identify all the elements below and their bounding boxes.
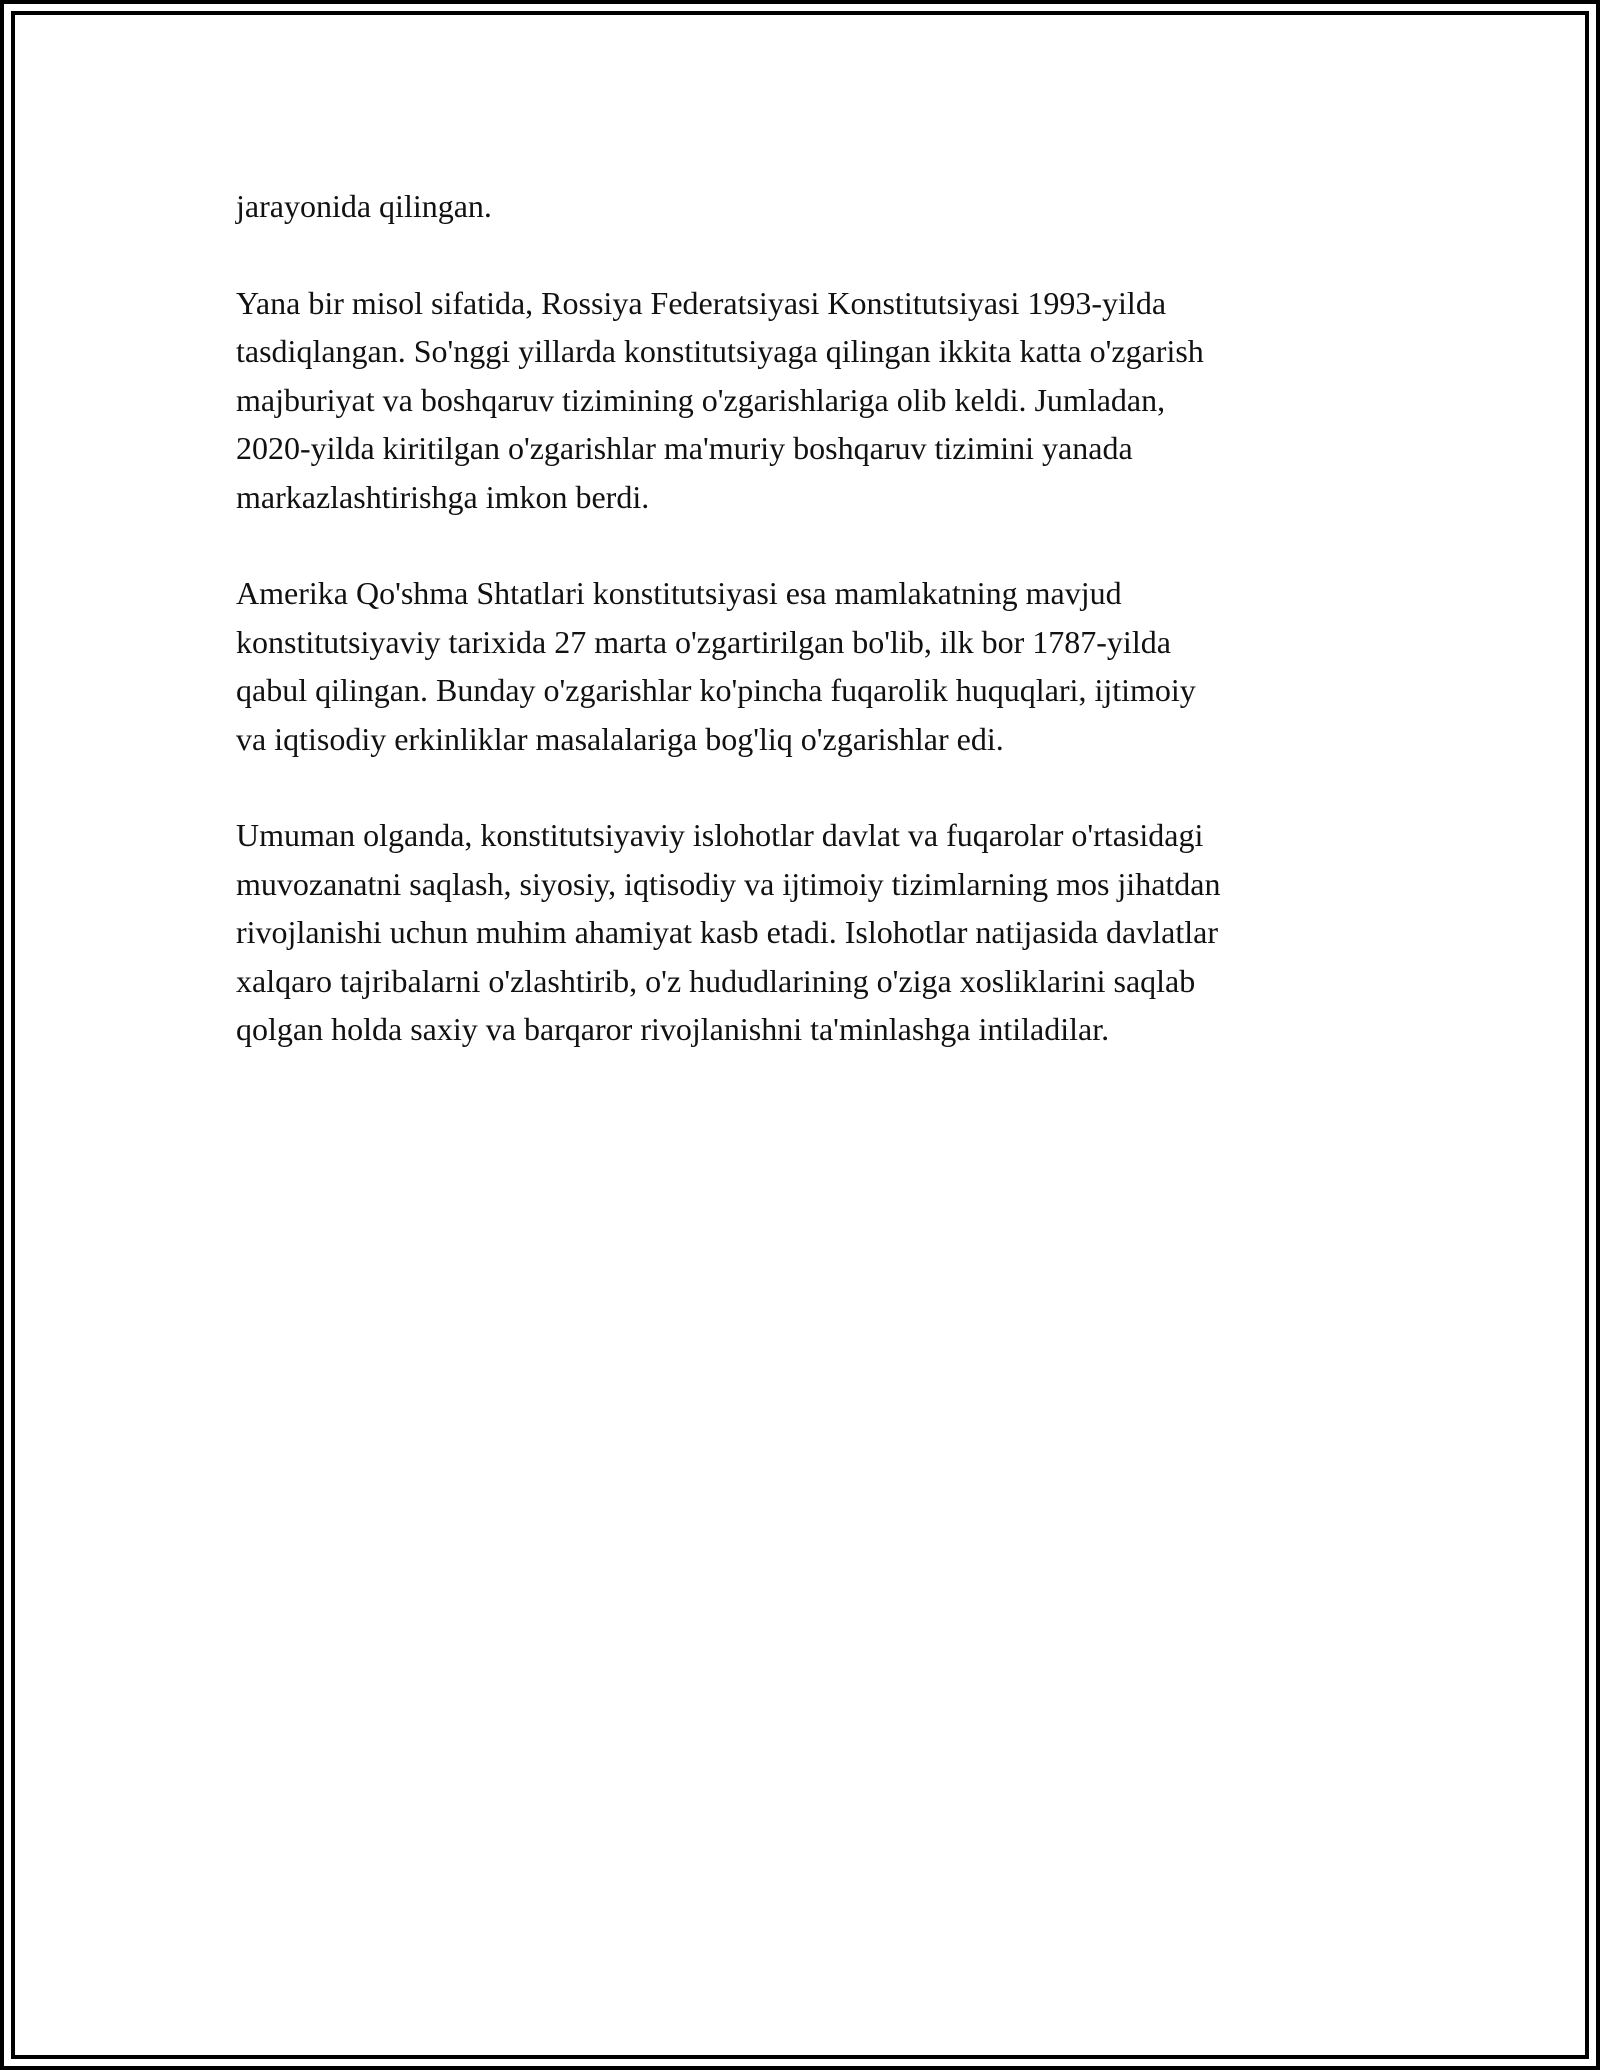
document-body bbox=[236, 182, 1376, 1102]
paragraph-russia-constitution: Yana bir misol sifatida, Rossiya Federatsiyasi Konstitutsiyasi 1993-yilda tasdiqlangan. So'nggi yillarda konstitutsiyaga qilingan ikkita katta o'zgarish majburiyat va boshqaruv tizimining o'zgarishlariga olib keldi. Jumladan, 2020-yilda kiritilgan o'zgarishlar ma'muriy boshqaruv tizimini yanada markazlashtirishga imkon berdi. bbox=[236, 284, 1204, 515]
paragraph-conclusion: Umuman olganda, konstitutsiyaviy islohotlar davlat va fuqarolar o'rtasidagi muvozanatni saqlash, siyosiy, iqtisodiy va ijtimoiy tizimlarning mos jihatdan rivojlanishi uchun muhim ahamiyat kasb etadi. Islohotlar natijasida davlatlar xalqaro tajribalarni o'zlashtirib, o'z hududlarining o'ziga xosliklarini saqlab qolgan holda saxiy va barqaror rivojlanishni ta'minlashga intiladilar. bbox=[236, 817, 1221, 1047]
paragraph-us-constitution: Amerika Qo'shma Shtatlari konstitutsiyasi esa mamlakatning mavjud konstitutsiyaviy tarixida 27 marta o'zgartirilgan bo'lib, ilk bor 1787-yilda qabul qilingan. Bunday o'zgarishlar ko'pincha fuqarolik huquqlari, ijtimoiy va iqtisodiy erkinliklar masalalariga bog'liq o'zgarishlar edi. bbox=[236, 575, 1196, 757]
paragraph-continuation: jarayonida qilingan. bbox=[236, 188, 492, 224]
